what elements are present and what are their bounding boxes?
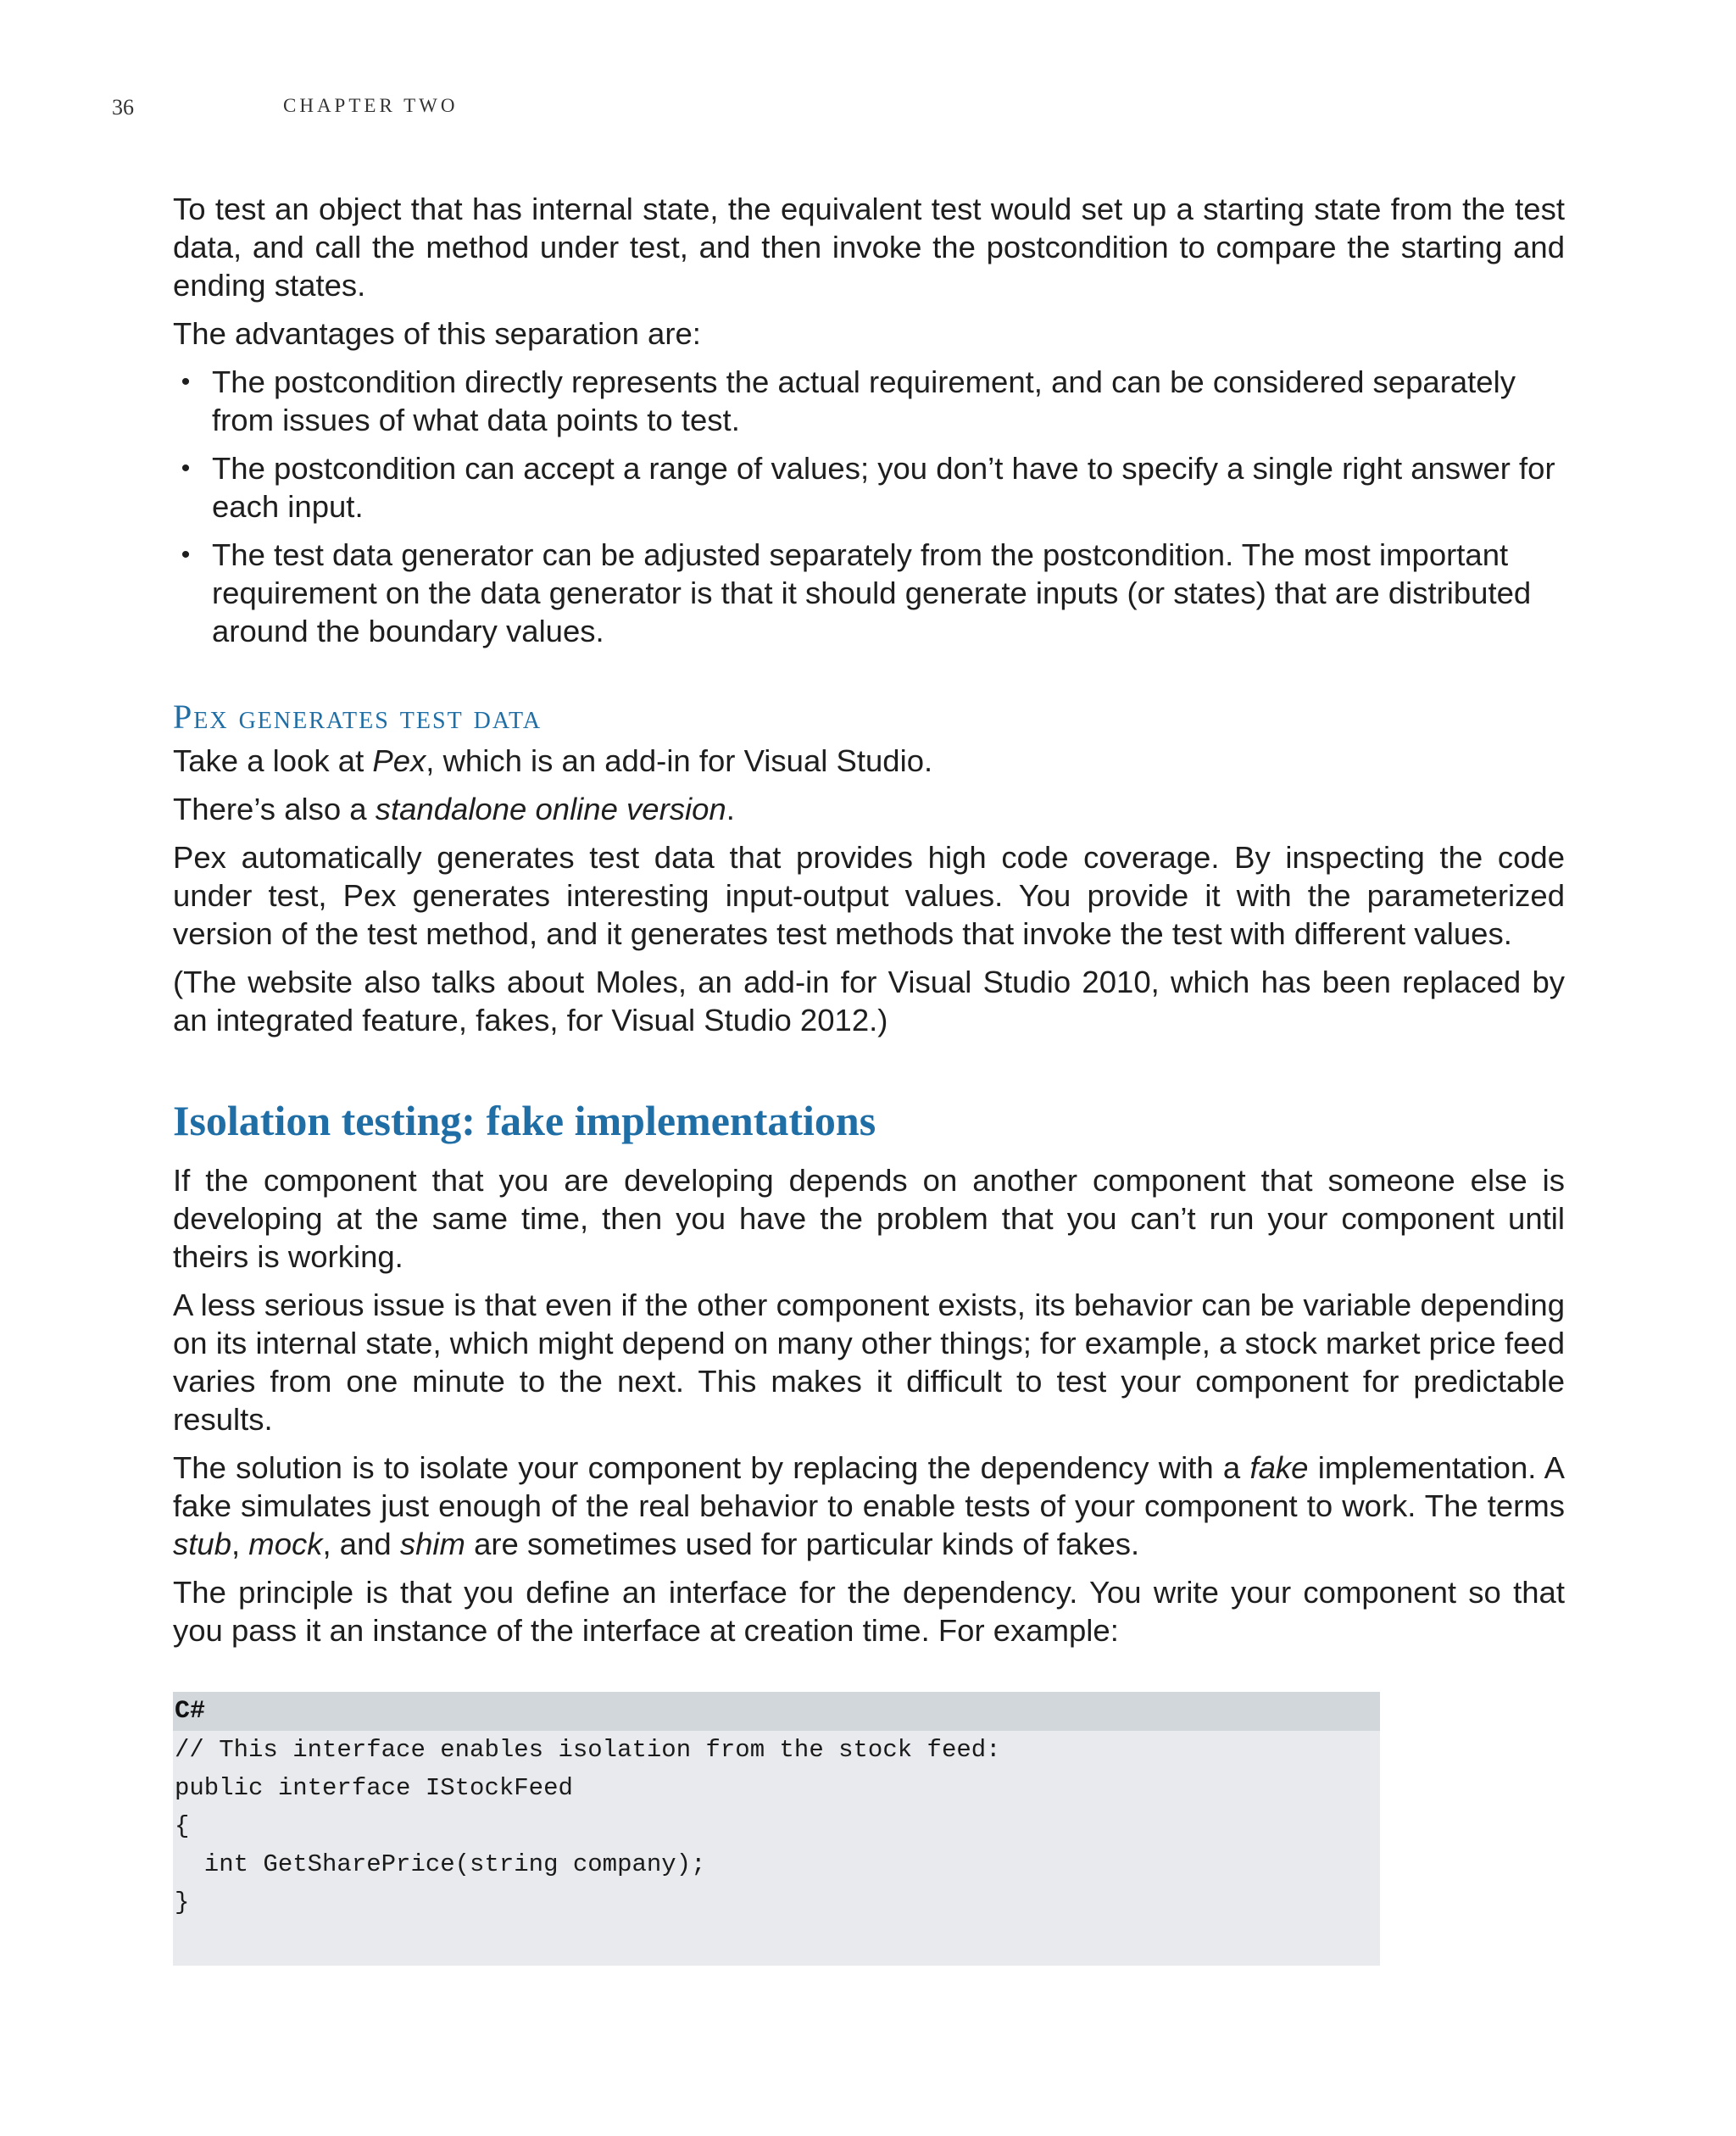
term-stub: stub xyxy=(173,1527,231,1561)
text-run: . xyxy=(726,792,735,826)
code-line: // This interface enables isolation from the stock feed: xyxy=(175,1736,1001,1764)
list-item xyxy=(173,363,1565,439)
code-line: } xyxy=(175,1888,190,1916)
isolation-paragraph-2: A less serious issue is that even if the other component exists, its behavior can be variable depending on its internal state, which might depend on many other things; for example, a stock market price feed varies from one minute to the next. This makes it difficult to test your component for predictable results. xyxy=(173,1288,1565,1437)
list-item-text: The postcondition directly represents the actual requirement, and can be considered separately from issues of what data points to test. xyxy=(212,364,1516,437)
pex-paragraph-1 xyxy=(173,742,1565,780)
list-item-text: The postcondition can accept a range of values; you don’t have to specify a single right answer for each input. xyxy=(212,451,1555,524)
text-run: implementation. A fake simulates just enough of the real behavior to enable tests of your component to work. The terms xyxy=(173,1450,1565,1523)
code-line: { xyxy=(175,1812,190,1840)
text-run: The solution is to isolate your component by replacing the dependency with a xyxy=(173,1450,1250,1485)
text-run: , which is an add-in for Visual Studio. xyxy=(426,743,933,778)
term-fake: fake xyxy=(1249,1450,1309,1485)
list-item-text: The test data generator can be adjusted separately from the postcondition. The most important requirement on the data generator is that it should generate inputs (or states) that are distributed around the boundary values. xyxy=(212,537,1532,648)
list-item xyxy=(173,449,1565,526)
standalone-online-link[interactable]: standalone online version xyxy=(375,792,726,826)
code-line: public interface IStockFeed xyxy=(175,1774,573,1802)
page-number: 36 xyxy=(112,95,134,120)
bullet-icon: • xyxy=(181,541,191,569)
text-run: are sometimes used for particular kinds of fakes. xyxy=(465,1527,1140,1561)
pex-paragraph-2 xyxy=(173,790,1565,828)
text-run: Take a look at xyxy=(173,743,373,778)
advantages-list xyxy=(173,363,1565,650)
text-run: There’s also a xyxy=(173,792,376,826)
intro-paragraph: To test an object that has internal state, the equivalent test would set up a starting state from the test data, and call the method under test, and then invoke the postcondition to compare the starting and ending states. xyxy=(173,192,1565,303)
list-item xyxy=(173,536,1565,650)
pex-paragraph-3: Pex automatically generates test data that provides high code coverage. By inspecting the code under test, Pex generates interesting input-output values. You provide it with the parameterized version of the test method, and it generates test methods that invoke the test with different values. xyxy=(173,840,1565,951)
isolation-paragraph-1: If the component that you are developing depends on another component that someone else is developing at the same time, then you have the problem that you can’t run your component until theirs is working. xyxy=(173,1163,1565,1274)
bullet-icon: • xyxy=(181,368,191,396)
running-head: CHAPTER TWO xyxy=(283,95,459,116)
text-run: , xyxy=(231,1527,249,1561)
advantages-intro: The advantages of this separation are: xyxy=(173,316,701,351)
isolation-paragraph-4: The principle is that you define an interface for the dependency. You write your component so that you pass it an instance of the interface at creation time. For example: xyxy=(173,1575,1565,1648)
text-run: , and xyxy=(322,1527,400,1561)
code-block xyxy=(173,1692,1380,1966)
pex-link[interactable]: Pex xyxy=(372,743,426,778)
pex-paragraph-4: (The website also talks about Moles, an add-in for Visual Studio 2010, which has been replaced by an integrated feature, fakes, for Visual Studio 2012.) xyxy=(173,965,1565,1037)
term-shim: shim xyxy=(399,1527,465,1561)
code-line: int GetSharePrice(string company); xyxy=(175,1850,706,1878)
page-content xyxy=(173,190,1565,1966)
term-mock: mock xyxy=(248,1527,323,1561)
pex-heading: Pex generates test data xyxy=(173,698,542,736)
isolation-heading: Isolation testing: fake implementations xyxy=(173,1097,876,1144)
isolation-paragraph-3 xyxy=(173,1449,1565,1563)
code-language-label: C# xyxy=(173,1692,1380,1731)
bullet-icon: • xyxy=(181,454,191,482)
